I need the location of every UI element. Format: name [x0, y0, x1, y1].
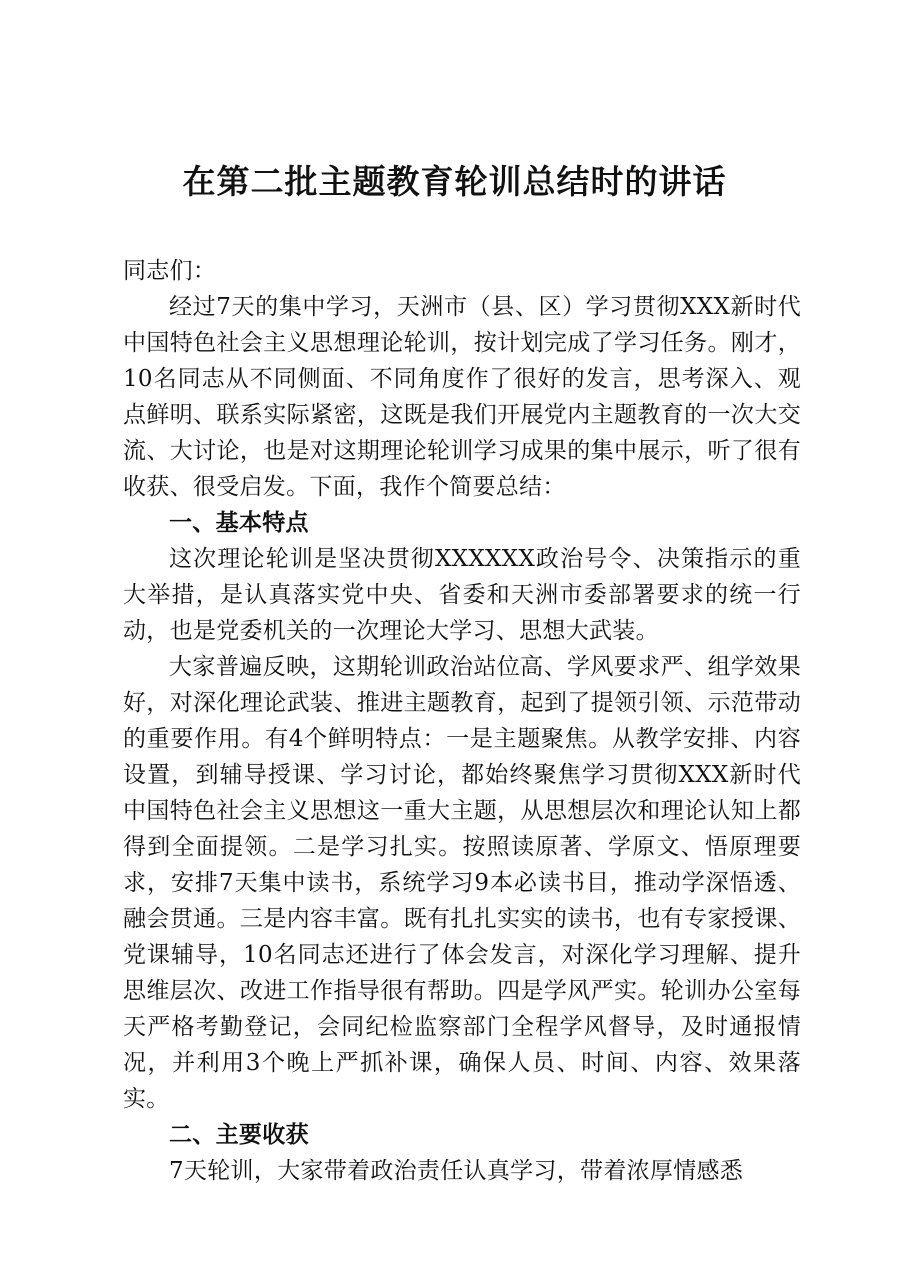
document-body	[123, 253, 801, 1189]
paragraph-main-gains-1: 7天轮训，大家带着政治责任认真学习，带着浓厚情感悉	[169, 1158, 744, 1184]
paragraph-basic-features-1: 这次理论轮训是坚决贯彻XXXXXX政治号令、决策指示的重大举措，是认真落实党中央、省委和天洲市委部署要求的统一行动，也是党委机关的一次理论大学习、思想大武装。	[123, 546, 801, 644]
section-heading-main-gains: 二、主要收获	[169, 1121, 309, 1148]
salutation: 同志们：	[123, 258, 217, 284]
paragraph-basic-features-2: 大家普遍反映，这期轮训政治站位高、学风要求严、组学效果好，对深化理论武装、推进主题教育，起到了提领引领、示范带动的重要作用。有4个鲜明特点：一是主题聚焦。从教学安排、内容设置，到辅导授课、学习讨论，都始终聚焦学习贯彻XXX新时代中国特色社会主义思想这一重大主题，从思想层次和理论认知上都得到全面提领。二是学习扎实。按照读原著、学原文、悟原理要求，安排7天集中读书，系统学习9本必读书目，推动学深悟透、融会贯通。三是内容丰富。既有扎扎实实的读书，也有专家授课、党课辅导，10名同志还进行了体会发言，对深化学习理解、提升思维层次、改进工作指导很有帮助。四是学风严实。轮训办公室每天严格考勤登记，会同纪检监察部门全程学风督导，及时通报情况，并利用3个晚上严抓补课，确保人员、时间、内容、效果落实。	[123, 654, 801, 1112]
section-heading-basic-features: 一、基本特点	[169, 509, 309, 536]
document-title: 在第二批主题教育轮训总结时的讲话	[182, 162, 727, 201]
paragraph-intro: 经过7天的集中学习，天洲市（县、区）学习贯彻XXX新时代中国特色社会主义思想理论轮训，按计划完成了学习任务。刚才，10名同志从不同侧面、不同角度作了很好的发言，思考深入、观点鲜明、联系实际紧密，这既是我们开展党内主题教育的一次大交流、大讨论，也是对这期理论轮训学习成果的集中展示，听了很有收获、很受启发。下面，我作个简要总结：	[123, 294, 801, 500]
